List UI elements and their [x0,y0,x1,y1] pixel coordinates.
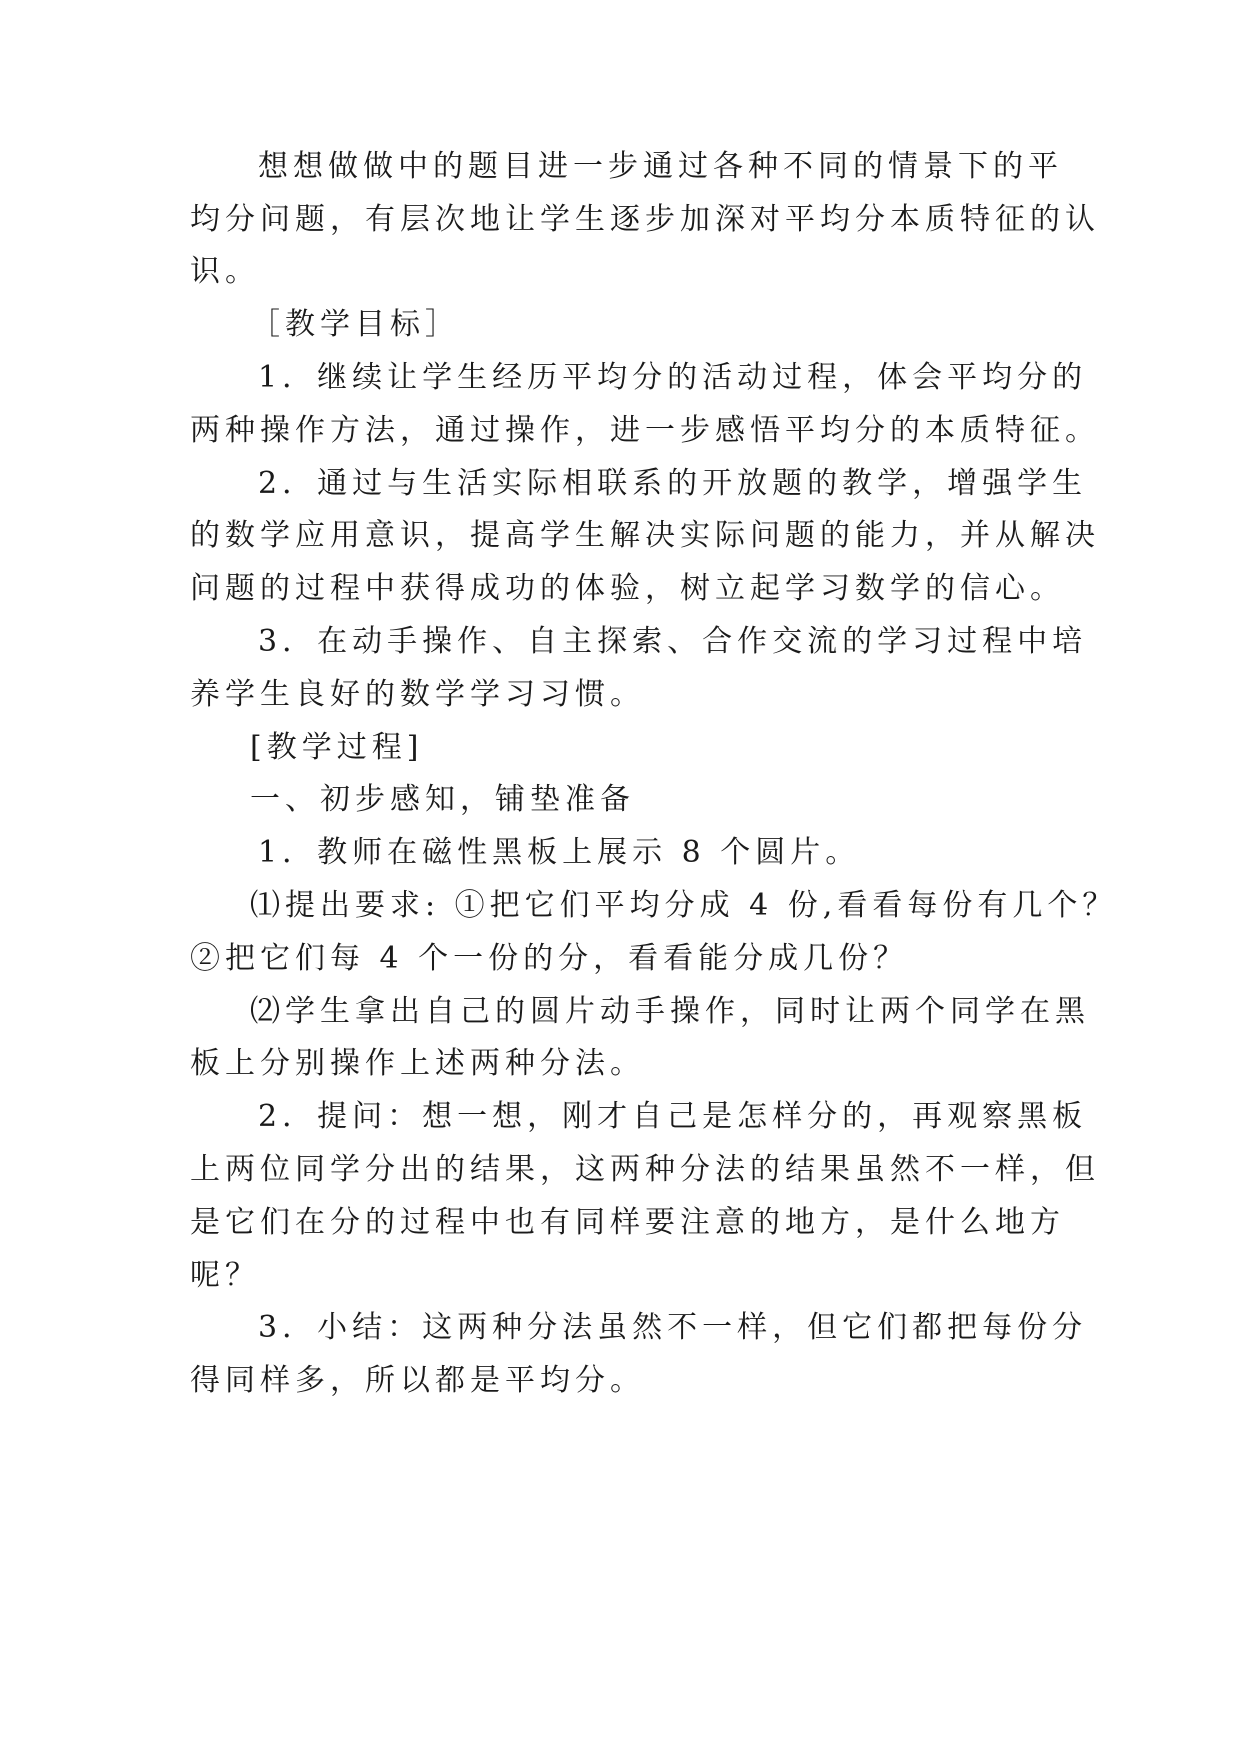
paragraph-line: 是它们在分的过程中也有同样要注意的地方，是什么地方 [190,1205,1065,1240]
paragraph-line: 1．教师在磁性黑板上展示 8 个圆片。 [258,835,861,870]
section-heading-objectives: ［教学目标］ [250,307,460,342]
paragraph-line: 问题的过程中获得成功的体验，树立起学习数学的信心。 [190,571,1065,606]
paragraph-line: 呢？ [190,1258,260,1293]
paragraph-line: 3．在动手操作、自主探索、合作交流的学习过程中培 [258,624,1088,659]
paragraph-line: ⑵学生拿出自己的圆片动手操作，同时让两个同学在黑 [250,994,1090,1029]
paragraph-line: 均分问题，有层次地让学生逐步加深对平均分本质特征的认 [190,202,1100,237]
paragraph-line: 两种操作方法，通过操作，进一步感悟平均分的本质特征。 [190,413,1100,448]
section-heading-process: [教学过程] [250,730,424,765]
paragraph-line: 板上分别操作上述两种分法。 [190,1046,645,1081]
paragraph-line: 想想做做中的题目进一步通过各种不同的情景下的平 [258,149,1063,184]
subsection-heading: 一、初步感知，铺垫准备 [250,782,635,817]
paragraph-line: 识。 [190,254,260,289]
paragraph-line: 上两位同学分出的结果，这两种分法的结果虽然不一样，但 [190,1152,1100,1187]
paragraph-line: 得同样多，所以都是平均分。 [190,1363,645,1398]
paragraph-line: 养学生良好的数学学习习惯。 [190,677,645,712]
paragraph-line: ⑴提出要求: ①把它们平均分成 4 份,看看每份有几个？ [250,888,1118,923]
paragraph-line: 2．通过与生活实际相联系的开放题的教学，增强学生 [258,466,1088,501]
paragraph-line: 3．小结：这两种分法虽然不一样，但它们都把每份分 [258,1310,1088,1345]
paragraph-line: ②把它们每 4 个一份的分，看看能分成几份？ [190,941,909,976]
paragraph-line: 1．继续让学生经历平均分的活动过程，体会平均分的 [258,360,1088,395]
paragraph-line: 的数学应用意识，提高学生解决实际问题的能力，并从解决 [190,518,1100,553]
paragraph-line: 2．提问：想一想，刚才自己是怎样分的，再观察黑板 [258,1099,1088,1134]
